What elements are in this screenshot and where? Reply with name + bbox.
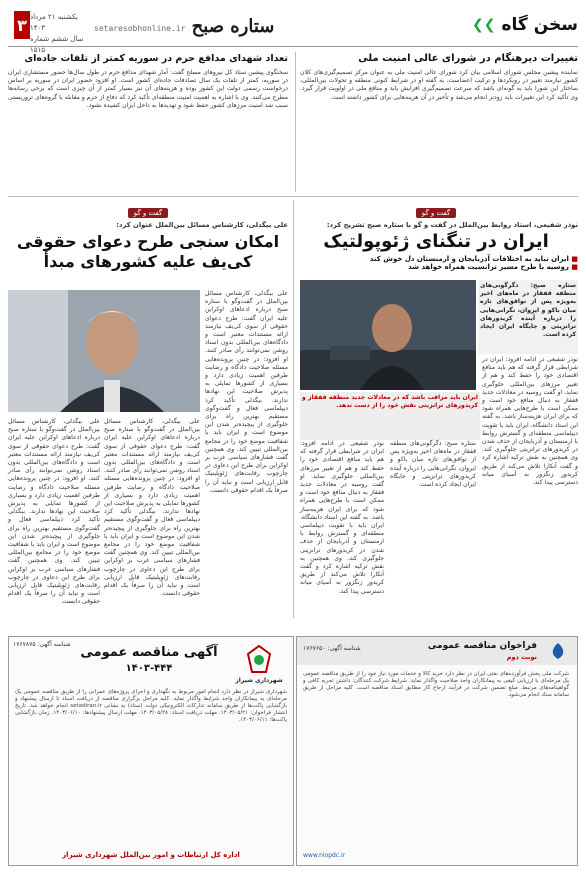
row-divider [8,196,578,197]
pull-quote: ایران باید مراقب باشد که در معادلات جدید منطقه قفقاز و کریدورهای ترانزیتی نقش خود را از دست ندهد. [302,394,478,410]
ad-footer: اداره کل ارتباطات و امور بین‌الملل شهرداری شیراز [62,851,240,859]
pull-quote-box [300,392,480,440]
ad-subtitle: نوبت دوم [506,653,537,661]
article-headline: امکان سنجی طرح دعوای حقوقی کی‌یف علیه کشورهای مبدأ [16,232,280,271]
section-title: سخن گاه [501,15,578,35]
article-kicker: نوذر شفیعی، استاد روابط بین‌الملل در گفت و گو با ستاره صبح تشریح کرد: [326,221,578,229]
ad-subtitle: ۱۴۰۳-۴۴۴ [125,663,173,674]
lead-quote: ستاره صبح: دگرگونی‌های منطقه قفقاز در ماه‌های اخیر به‌ویژه پس از توافق‌های تازه میان باکو و ایروان، نگرانی‌هایی را درباره آینده کریدورهای ترانزیتی و جایگاه ایران ایجاد کرده است. [478,280,578,354]
ad-org: شهرداری شیراز [235,677,283,684]
top-right-article [300,52,578,194]
issue-date [30,12,90,56]
section-tag: گفت و گو [128,208,169,218]
ad-body: شرکت ملی پخش فرآورده‌های نفتی ایران در نظر دارد خرید کالا و خدمات مورد نیاز خود را از طریق مناقصه عمومی یک مرحله‌ای با ارزیابی کیفی به پیمانکاران واجد صلاحیت واگذار نماید. شرایط شرکت کنندگان: داشتن تجربه کافی و گواهینامه‌های مرتبط. مبلغ تضمین شرکت در فرآیند ارجاع کار مطابق اسناد مناقصه است. کلیه مراحل از طریق سامانه ستاد انجام می‌شود. [303,671,569,698]
logo-icon [545,641,571,661]
page-header [8,8,578,54]
ad-title: فراخوان مناقصه عمومی [427,641,537,651]
article-body: نماینده پیشین مجلس شورای اسلامی بیان کرد شورای عالی امنیت ملی به عنوان مرکز تصمیم‌گیری‌های کلان کشور نیازمند تغییر در رویکردها و ترکیب اعضاست. به گفته او در شرایط کنونی منطقه و تحولات بین‌المللی، ساختار این شورا باید به گونه‌ای باشد که سرعت تصمیم‌گیری افزایش یابد و منافع ملی در اولویت قرار گیرد. وی تأکید کرد این تغییرات باید زودتر انجام می‌شد و تأخیر در آن هزینه‌هایی برای کشور داشته است. [300,69,578,101]
article-body-col: نوذر شفیعی در ادامه افزود: ایران در شرایطی قرار گرفته که هم باید منافع اقتصادی خود را حفظ کند و هم از تغییر مرزهای بین‌المللی جلوگیری نماید. او گفت روسیه در معادلات جدید قفقاز به دنبال منافع خود است و ممکن است با طرح‌هایی همراه شود که برای ایران هزینه‌ساز باشد. به گفته این استاد دانشگاه، ایران باید با تقویت دیپلماسی منطقه‌ای و گسترش روابط با ارمنستان و آذربایجان از حذف شدن در کریدورهای ترانزیتی جلوگیری کند. وی همچنین به نقش ترکیه اشاره کرد و گفت آنکارا تلاش می‌کند از طریق کریدور زنگزور به آسیای میانه دسترسی پیدا کند. [300,440,384,595]
date-line: یکشنبه ۲۱ مرداد ۱۴۰۳ [30,13,78,32]
tender-ad-right [296,636,578,866]
company-logo [545,641,571,661]
column-divider [293,200,294,618]
interview-photo [8,290,200,412]
interview-right-heading [294,200,578,270]
tender-ad-left [8,636,294,866]
speaker-photo [300,280,476,390]
article-body-col: علی بیگدلی، کارشناس مسائل بین‌الملل در گفت‌وگو با ستاره صبح درباره ادعاهای اوکراین علیه ایران گفت: طرح دعوای حقوقی از سوی کی‌یف نیازمند ارائه مستندات معتبر است و دادگاه‌های بین‌المللی بدون اسناد روشن نمی‌توانند رأی صادر کنند. او افزود: در چنین پرونده‌هایی مسئله صلاحیت دادگاه و رضایت طرفین اهمیت زیادی دارد و بسیاری از کشورها تمایلی به پذیرش صلاحیت این نهادها ندارند. بیگدلی تأکید کرد دیپلماسی فعال و گفت‌وگوی مستقیم بهترین راه برای جلوگیری از پیچیده‌تر شدن این موضوع است و ایران باید با شفافیت موضع خود را در مجامع بین‌المللی تبیین کند. وی همچنین گفت فشارهای سیاسی غرب بر اوکراین برای طرح این دعاوی در چارچوب رقابت‌های ژئوپلیتیک قابل ارزیابی است و نباید آن را صرفاً یک اقدام حقوقی دانست. [8,418,100,606]
article-bullet: ■ روسیه با طرح مسیر ترانسیت همراه خواهد شد [294,263,578,271]
article-headline: تعداد شهدای مدافع حرم در سوریه کمتر از تلفات جاده‌ای [24,53,288,64]
article-body-col: ستاره صبح: دگرگونی‌های منطقه قفقاز در ماه‌های اخیر به‌ویژه پس از توافق‌های تازه میان باکو و ایروان، نگرانی‌هایی را درباره آینده کریدورهای ترانزیتی و جایگاه ایران ایجاد کرده است. [390,440,476,489]
emblem-icon [242,644,276,674]
logo-text: ستاره صبح [191,15,275,37]
article-body: سخنگوی پیشین ستاد کل نیروهای مسلح گفت: آمار شهدای مدافع حرم در طول سال‌ها حضور مستشاری ایران در سوریه، کمتر از تلفات یک سال تصادفات جاده‌ای کشور است. او افزود حضور ایران در سوریه بر اساس درخواست رسمی دولت این کشور بوده و هزینه‌های آن نیز بسیار کمتر از آن چیزی است که برخی رسانه‌ها مطرح می‌کنند. وی با اشاره به اهمیت امنیت منطقه‌ای تأکید کرد که دفاع از حرم و مقابله با گروه‌های تروریستی سبب شد امنیت مرزهای کشور حفظ شود و تهدیدها به داخل ایران کشیده نشود. [8,69,288,109]
article-kicker: علی بیگدلی، کارشناس مسائل بین‌الملل عنوان کرد: [116,221,288,229]
issue-line: سال ششم شماره ۱۵۱۵ [30,35,84,54]
chevron-icon: ❯❯ [472,17,496,33]
page-number: ۳ [14,11,30,39]
municipality-emblem [229,641,289,677]
website-url[interactable]: setaresobhonline.ir [94,24,186,33]
article-headline: ایران در تنگنای ژئوپولتیک [323,231,549,252]
ad-body: شهرداری شیراز در نظر دارد انجام امور مربوط به نگهداری و اجرای پروژه‌های عمرانی را از طریق مناقصه عمومی یک مرحله‌ای به پیمانکاران واجد شرایط واگذار نماید. کلیه مراحل برگزاری مناقصه از دریافت اسناد تا ارسال پیشنهاد و بازگشایی پاکت‌ها از طریق سامانه تدارکات الکترونیکی دولت (ستاد) به نشانی setadiran.ir انجام خواهد شد. تاریخ انتشار فراخوان: ۱۴۰۳/۰۵/۲۱. مهلت دریافت اسناد: ۱۴۰۳/۰۵/۲۸. مهلت ارسال پیشنهادها: ۱۴۰۳/۰۶/۱۰. زمان بازگشایی پاکت‌ها: ۱۴۰۳/۰۶/۱۱. [15,689,287,723]
section-title-block [472,10,578,40]
column-divider [295,52,296,192]
top-left-article [8,52,288,194]
interview-left-heading [8,200,288,282]
article-body-col: علی بیگدلی، کارشناس مسائل بین‌الملل در گفت‌وگو با ستاره صبح درباره ادعاهای اوکراین علیه ایران گفت: طرح دعوای حقوقی از سوی کی‌یف نیازمند ارائه مستندات معتبر است و دادگاه‌های بین‌المللی بدون اسناد روشن نمی‌توانند رأی صادر کنند. او افزود: در چنین پرونده‌هایی مسئله صلاحیت دادگاه و رضایت طرفین اهمیت زیادی دارد و بسیاری از کشورها تمایلی به پذیرش صلاحیت این نهادها ندارند. بیگدلی تأکید کرد دیپلماسی فعال و گفت‌وگوی مستقیم بهترین راه برای جلوگیری از پیچیده‌تر شدن این موضوع است و ایران باید با شفافیت موضع خود را در مجامع بین‌المللی تبیین کند. وی همچنین گفت فشارهای سیاسی غرب بر اوکراین برای طرح این دعاوی در چارچوب رقابت‌های ژئوپلیتیک قابل ارزیابی است و نباید آن را صرفاً یک اقدام حقوقی دانست. [104,418,200,598]
article-body: نوذر شفیعی در ادامه افزود: ایران در شرایطی قرار گرفته که هم باید منافع اقتصادی خود را حفظ کند و هم از تغییر مرزهای بین‌المللی جلوگیری نماید. او گفت روسیه در معادلات جدید قفقاز به دنبال منافع خود است و ممکن است با طرح‌هایی همراه شود که برای ایران هزینه‌ساز باشد. به گفته این استاد دانشگاه، ایران باید با تقویت دیپلماسی منطقه‌ای و گسترش روابط با ارمنستان و آذربایجان از حذف شدن در کریدورهای ترانزیتی جلوگیری کند. وی همچنین به نقش ترکیه اشاره کرد و گفت آنکارا تلاش می‌کند از طریق کریدور زنگزور به آسیای میانه دسترسی پیدا کند. [482,356,578,487]
article-body: علی بیگدلی، کارشناس مسائل بین‌الملل در گفت‌وگو با ستاره صبح درباره ادعاهای اوکراین علیه ایران گفت: طرح دعوای حقوقی از سوی کی‌یف نیازمند ارائه مستندات معتبر است و دادگاه‌های بین‌المللی بدون اسناد روشن نمی‌توانند رأی صادر کنند. او افزود: در چنین پرونده‌هایی مسئله صلاحیت دادگاه و رضایت طرفین اهمیت زیادی دارد و بسیاری از کشورها تمایلی به پذیرش صلاحیت این نهادها ندارند. بیگدلی تأکید کرد دیپلماسی فعال و گفت‌وگوی مستقیم بهترین راه برای جلوگیری از پیچیده‌تر شدن این موضوع است و ایران باید با شفافیت موضع خود را در مجامع بین‌المللی تبیین کند. وی همچنین گفت فشارهای سیاسی غرب بر اوکراین برای طرح این دعاوی در چارچوب رقابت‌های ژئوپلیتیک قابل ارزیابی است و نباید آن را صرفاً یک اقدام حقوقی دانست. [205,290,288,494]
interview-photo [300,280,476,390]
speaker-photo [8,290,200,412]
article-bullet: ■ ایران نباید به اختلافات آذربایجان و ارمنستان دل خوش کند [294,255,578,263]
article-headline: تغییرات دیرهنگام در شورای عالی امنیت ملی [358,53,578,64]
ad-id: شناسه آگهی: ۱۷۶۷۶۵۰ [303,645,361,652]
ad-title: آگهی مناقصه عمومی [80,645,218,660]
ad-id: شناسه آگهی: ۱۷۶۷۸۷۵ [13,641,71,648]
section-tag: گفت و گو [416,208,457,218]
ad-footer-url[interactable]: www.niopdc.ir [303,852,346,859]
